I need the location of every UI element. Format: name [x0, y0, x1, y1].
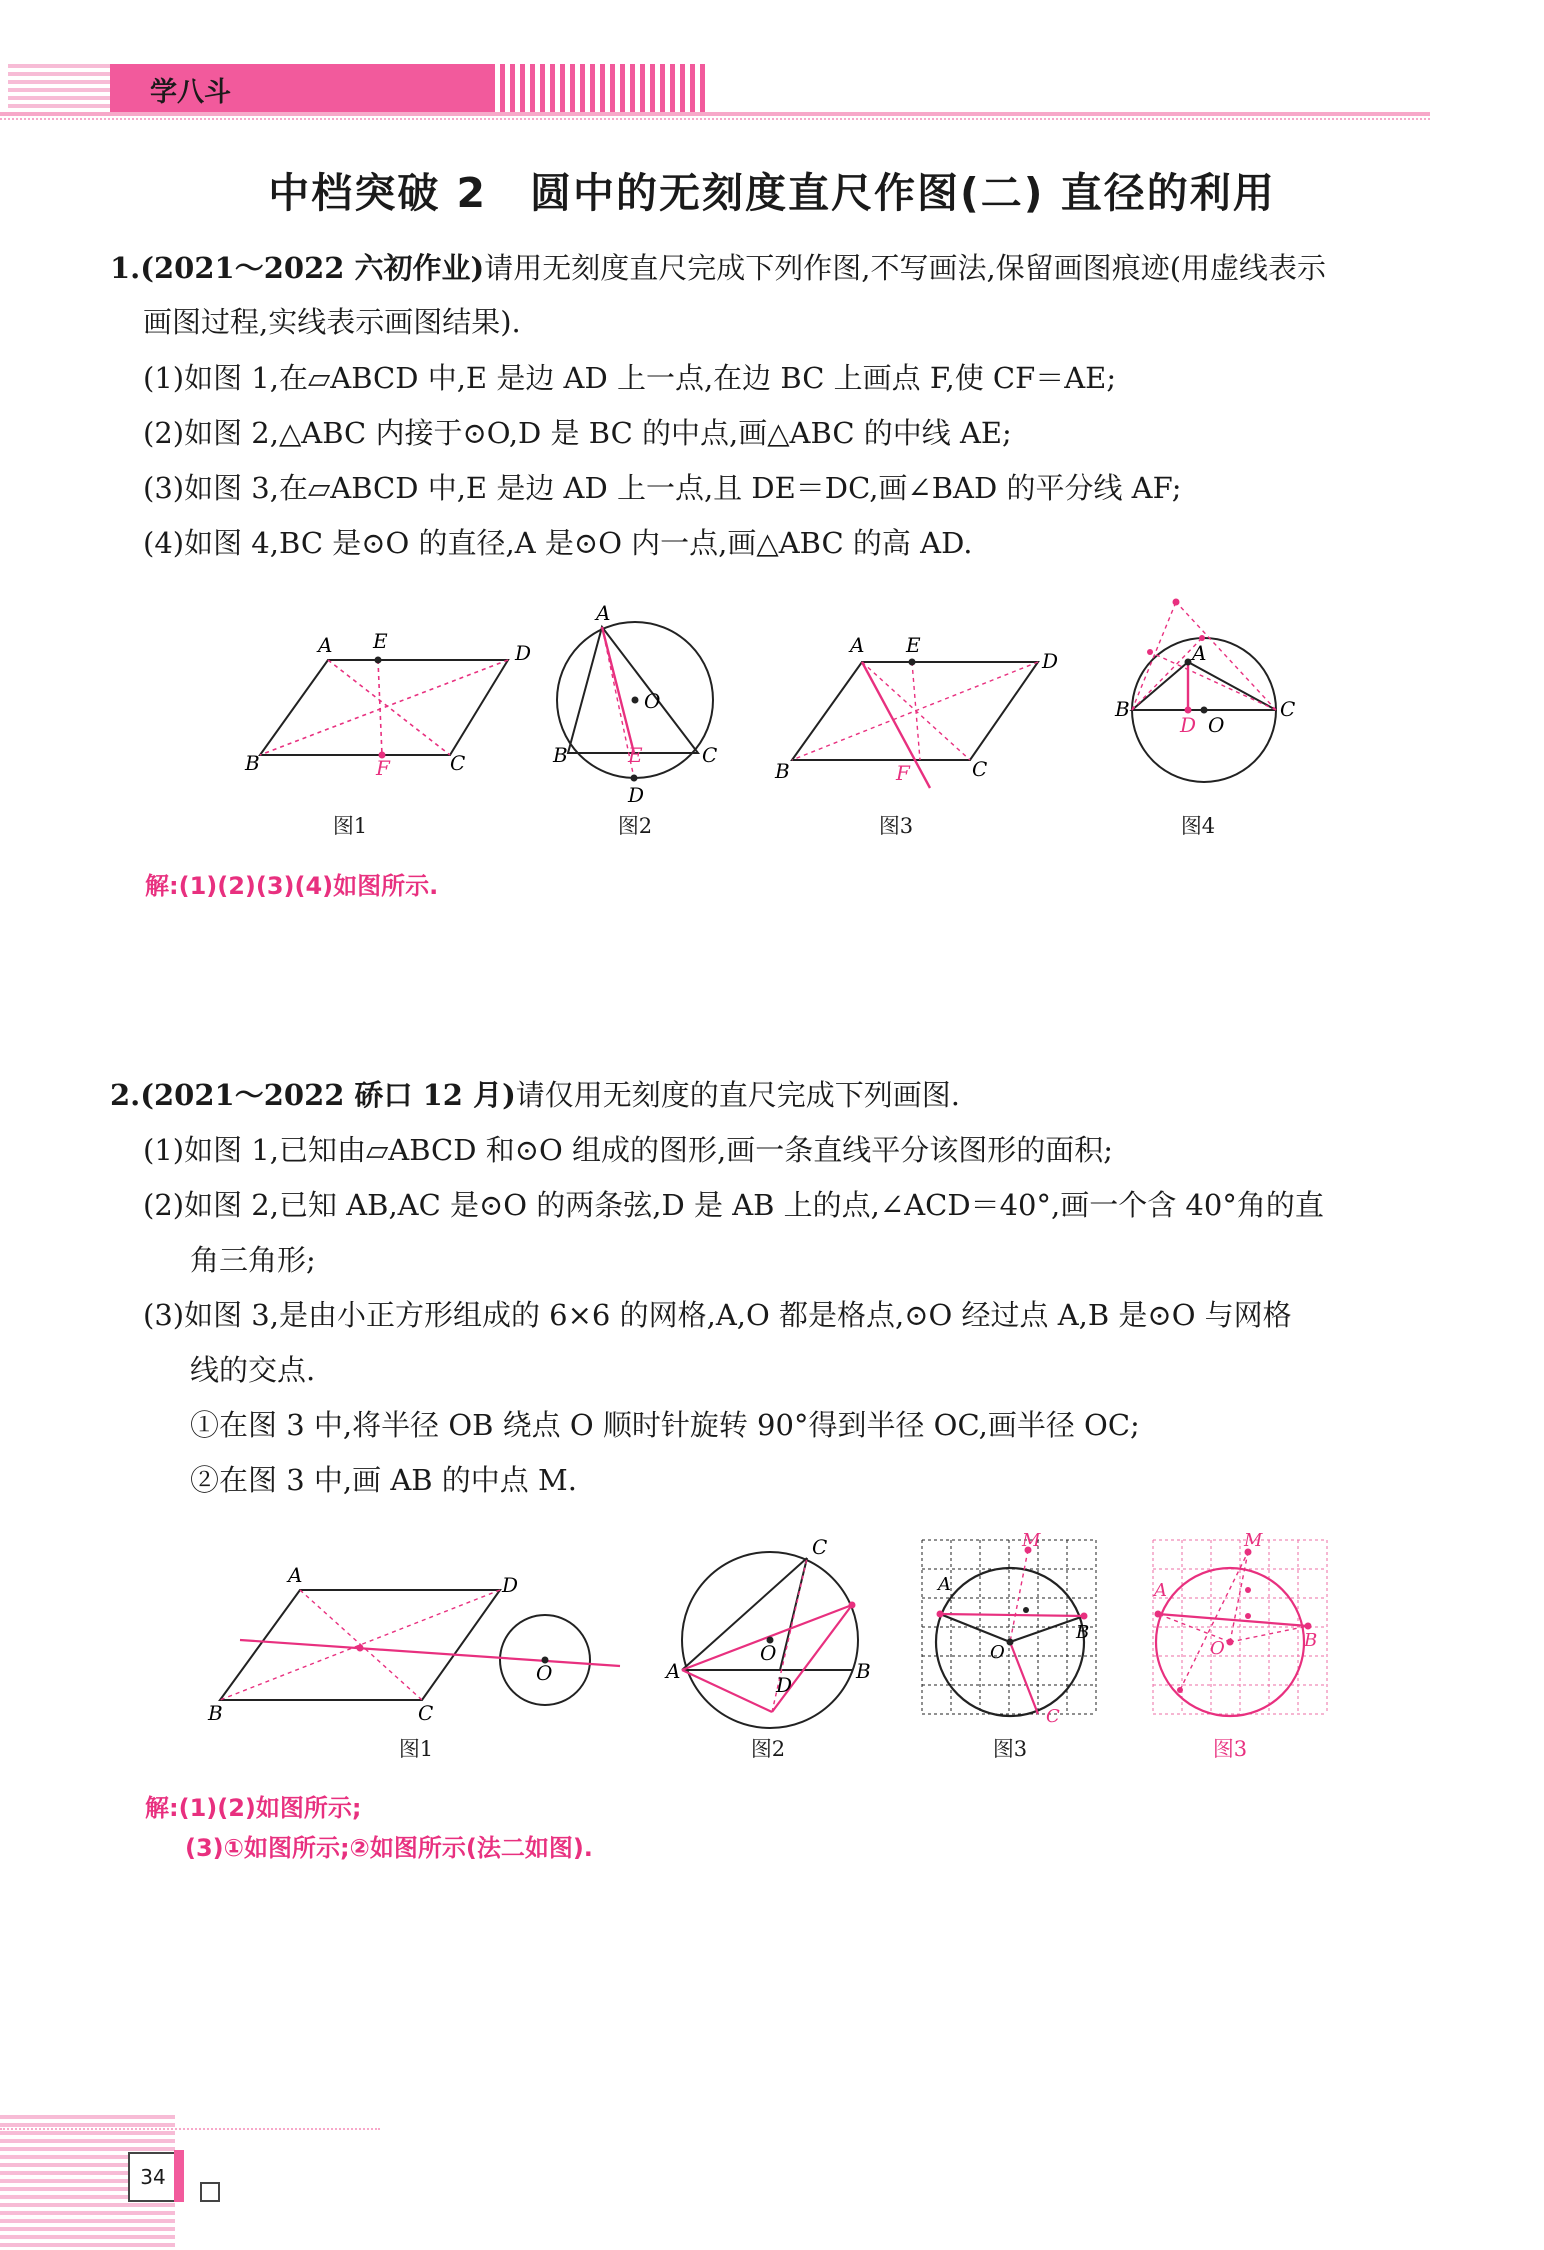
header-rule: [0, 112, 1430, 116]
brand-label: 学八斗: [150, 77, 231, 108]
footer-dotted-rule: [0, 2128, 380, 2130]
page-square-icon: [200, 2182, 220, 2202]
svg-text:D: D: [1042, 649, 1059, 673]
q1-number: 1.: [110, 251, 141, 285]
q1-stem: 请用无刻度直尺完成下列作图,不写画法,保留画图痕迹(用虚线表示: [484, 251, 1327, 285]
svg-text:B: B: [1115, 697, 1130, 721]
q1-stem-line1: [110, 248, 1326, 288]
svg-text:O: O: [536, 1661, 553, 1685]
svg-text:A: A: [1192, 641, 1207, 665]
q2-fig3-caption: 图3: [992, 1737, 1028, 1761]
q1-part3: (3)如图 3,在▱ABCD 中,E 是边 AD 上一点,且 DE＝DC,画∠BAD 的平分线 AF;: [143, 471, 1182, 505]
q2-figures: [200, 1530, 1350, 1730]
q2-part3-line2: 线的交点.: [190, 1353, 316, 1387]
q1-part1: (1)如图 1,在▱ABCD 中,E 是边 AD 上一点,在边 BC 上画点 F,使 CF＝AE;: [143, 361, 1117, 395]
page-title: 中档突破 2 圆中的无刻度直尺作图(二) 直径的利用: [268, 169, 1276, 217]
svg-text:O: O: [990, 1642, 1005, 1663]
q2-fig2: [664, 1535, 871, 1728]
svg-text:M: M: [1022, 1530, 1041, 1551]
svg-text:B: B: [553, 743, 568, 767]
svg-text:B: B: [856, 1659, 871, 1683]
q2-fig2-caption: 图2: [750, 1737, 786, 1761]
svg-text:C: C: [450, 751, 466, 775]
q2-fig3b-caption: 图3: [1212, 1737, 1248, 1761]
q1-fig2: [552, 601, 717, 807]
svg-text:M: M: [1244, 1530, 1263, 1551]
svg-text:C: C: [702, 743, 718, 767]
svg-text:A: A: [938, 1574, 951, 1595]
page-number: 34: [128, 2152, 178, 2202]
svg-text:D: D: [628, 783, 645, 807]
q2-part3-sub1: ①在图 3 中,将半径 OB 绕点 O 顺时针旋转 90°得到半径 OC,画半径 OC;: [190, 1408, 1140, 1442]
svg-text:C: C: [812, 1535, 828, 1559]
header-stripes: [490, 64, 710, 114]
svg-text:D: D: [502, 1573, 519, 1597]
svg-text:O: O: [1210, 1638, 1225, 1659]
svg-text:O: O: [644, 689, 661, 713]
header-dotted-rule: [0, 118, 1430, 120]
svg-text:F: F: [896, 761, 910, 785]
header-left-stripes: [8, 64, 110, 114]
svg-text:C: C: [972, 757, 988, 781]
svg-text:O: O: [760, 1641, 777, 1665]
q2-fig3-method2: [1152, 1530, 1327, 1716]
q2-fig1: [207, 1563, 620, 1725]
q2-answer-line1: 解:(1)(2)如图所示;: [145, 1794, 362, 1822]
svg-text:A: A: [1154, 1580, 1167, 1601]
svg-text:B: B: [1076, 1622, 1090, 1643]
svg-text:C: C: [418, 1701, 434, 1725]
svg-text:C: C: [1280, 697, 1296, 721]
q2-part1: (1)如图 1,已知由▱ABCD 和⊙O 组成的图形,画一条直线平分该图形的面积;: [143, 1133, 1114, 1167]
svg-text:E: E: [373, 629, 388, 653]
q1-fig4-caption: 图4: [1180, 814, 1216, 838]
svg-text:A: A: [318, 633, 333, 657]
svg-text:B: B: [245, 751, 260, 775]
q2-stem-line: [110, 1075, 960, 1115]
svg-text:B: B: [1304, 1630, 1318, 1651]
q2-source: (2021～2022 硚口 12 月): [140, 1078, 516, 1112]
q1-part4: (4)如图 4,BC 是⊙O 的直径,A 是⊙O 内一点,画△ABC 的高 AD.: [143, 526, 973, 560]
svg-text:E: E: [906, 633, 921, 657]
q1-stem-line2: 画图过程,实线表示画图结果).: [143, 305, 521, 339]
q2-part3-sub2: ②在图 3 中,画 AB 的中点 M.: [190, 1463, 577, 1497]
svg-text:D: D: [1180, 713, 1197, 737]
q1-fig3: [774, 633, 1058, 788]
q1-fig4: [1114, 599, 1295, 783]
q2-number: 2.: [110, 1078, 141, 1112]
q2-answer-line2: (3)①如图所示;②如图所示(法二如图).: [185, 1834, 593, 1862]
svg-text:A: A: [596, 601, 611, 625]
q2-part2-line2: 角三角形;: [190, 1243, 316, 1277]
svg-text:E: E: [628, 743, 643, 767]
svg-text:C: C: [1046, 1706, 1060, 1727]
svg-text:F: F: [376, 756, 390, 780]
svg-text:B: B: [775, 759, 790, 783]
q1-fig1: [244, 629, 531, 780]
q2-stem: 请仅用无刻度的直尺完成下列画图.: [515, 1078, 961, 1112]
svg-text:A: A: [850, 633, 865, 657]
q1-part2: (2)如图 2,△ABC 内接于⊙O,D 是 BC 的中点,画△ABC 的中线 AE;: [143, 416, 1012, 450]
svg-text:A: A: [666, 1659, 681, 1683]
q1-fig3-caption: 图3: [878, 814, 914, 838]
q1-source: (2021～2022 六初作业): [140, 251, 485, 285]
q1-fig1-caption: 图1: [332, 814, 368, 838]
q2-fig3-grid: [922, 1530, 1096, 1727]
q2-part2-line1: (2)如图 2,已知 AB,AC 是⊙O 的两条弦,D 是 AB 上的点,∠ACD＝40°,画一个含 40°角的直: [143, 1188, 1324, 1222]
q1-answer: 解:(1)(2)(3)(4)如图所示.: [145, 872, 439, 900]
svg-text:A: A: [288, 1563, 303, 1587]
svg-text:D: D: [515, 641, 532, 665]
svg-text:O: O: [1208, 713, 1225, 737]
q2-part3-line1: (3)如图 3,是由小正方形组成的 6×6 的网格,A,O 都是格点,⊙O 经过点 A,B 是⊙O 与网格: [143, 1298, 1292, 1332]
svg-text:D: D: [776, 1673, 793, 1697]
q1-fig2-caption: 图2: [617, 814, 653, 838]
page-number-bar: [174, 2150, 184, 2202]
q2-fig1-caption: 图1: [398, 1737, 434, 1761]
svg-text:B: B: [208, 1701, 223, 1725]
